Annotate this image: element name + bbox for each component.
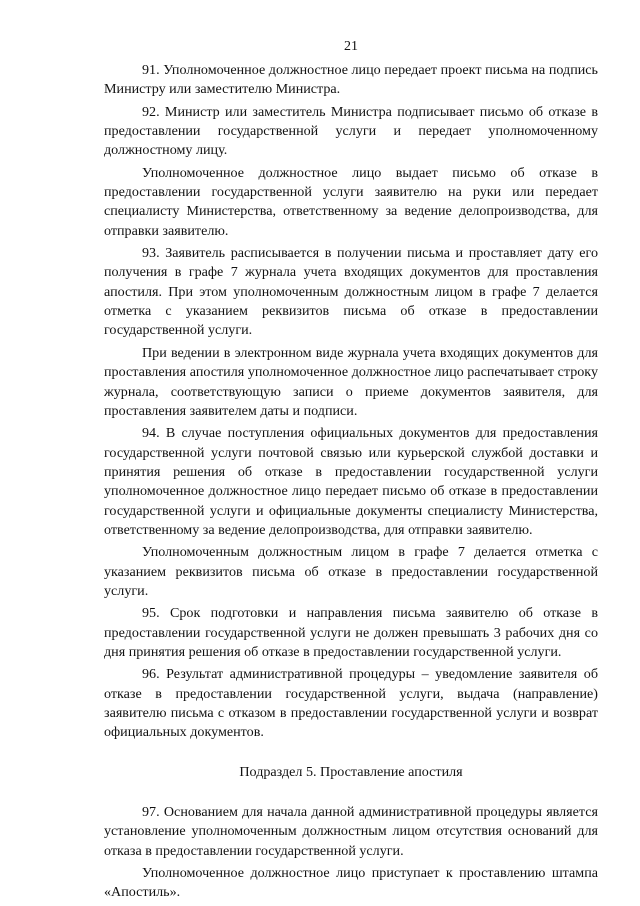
paragraph-97: 97. Основанием для начала данной административной процедуры является установление уполномоченным должностным лицом отсутствия оснований для отказа в предоставлении государственной услуги. [104, 804, 598, 859]
paragraph-96: 96. Результат административной процедуры – уведомление заявителя об отказе в предоставлении государственной услуги, выдача (направление) заявителю письма с отказом в предоставлении государственной услуги и возврат официальных документов. [104, 666, 598, 741]
paragraph-94-continued: Уполномоченным должностным лицом в графе 7 делается отметка с указанием реквизитов письма об отказе в предоставлении государственной услуги. [104, 544, 598, 599]
section-heading: Подраздел 5. Проставление апостиля [239, 763, 463, 780]
paragraph-94: 94. В случае поступления официальных документов для предоставления государственной услуги почтовой связью или курьерской службой доставки и принятия решения об отказе в предоставлении государственной услуги уполномоченное должностное лицо передает письмо об отказе в предоставлении государственной услуги и официальные документы специалисту Министерства, ответственному за ведение делопроизводства, для отправки заявителю. [104, 425, 598, 538]
paragraph-91: 91. Уполномоченное должностное лицо передает проект письма на подпись Министру или заместителю Министра. [104, 62, 598, 98]
page-number: 21 [344, 39, 358, 54]
paragraph-93: 93. Заявитель расписывается в получении письма и проставляет дату его получения в графе 7 журнала учета входящих документов для проставления апостиля. При этом уполномоченным должностным лицом в графе 7 делается отметка с указанием реквизитов письма об отказе в предоставлении государственной услуги. [104, 245, 598, 339]
document-page [104, 38, 598, 906]
paragraph-92: 92. Министр или заместитель Министра подписывает письмо об отказе в предоставлении государственной услуги и передает уполномоченному должностному лицу. [104, 103, 598, 159]
paragraph-93-continued: При ведении в электронном виде журнала учета входящих документов для проставления апостиля уполномоченное должностное лицо распечатывает строку журнала, соответствующую записи о приеме документов заявителя, для проставления заявителем даты и подписи. [104, 344, 598, 419]
paragraph-95: 95. Срок подготовки и направления письма заявителю об отказе в предоставлении государственной услуги не должен превышать 3 рабочих дня со дня принятия решения об отказе в предоставлении государственной услуги. [104, 605, 598, 660]
paragraph-97-continued: Уполномоченное должностное лицо приступает к проставлению штампа «Апостиль». [104, 865, 598, 901]
paragraph-92-continued: Уполномоченное должностное лицо выдает письмо об отказе в предоставлении государственной услуги заявителю на руки или передает специалисту Министерства, ответственному за ведение делопроизводства, для отправки заявителю. [104, 164, 598, 239]
